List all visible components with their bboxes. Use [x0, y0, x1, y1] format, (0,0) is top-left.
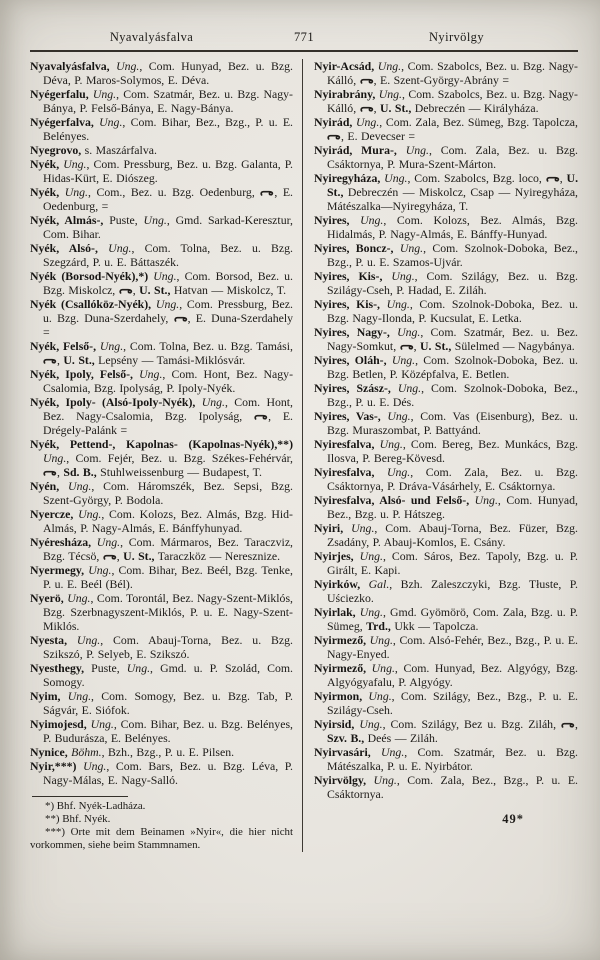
entry-text: , Gmd. u. P. Szolád, Com. Somogy. — [43, 661, 293, 689]
footnote-list — [30, 800, 293, 852]
entry-headword: U. St., — [123, 549, 155, 563]
entry-text: , E. Drégely-Palánk = — [43, 409, 293, 437]
country-abbrev: Ung. — [369, 633, 393, 647]
entry-text: , E. Devecser = — [341, 129, 415, 143]
entry-headword: Nyiregyháza, — [314, 171, 385, 185]
country-abbrev: Ung. — [116, 59, 140, 73]
posthorn-icon — [119, 283, 133, 297]
entry-text: , — [559, 171, 567, 185]
gazetteer-entry — [30, 213, 293, 241]
entry-text: , Com. Mármaros, Bez. Taraczviz, Bzg. Técsö, — [43, 535, 294, 563]
entry-text: Puste, — [109, 213, 144, 227]
entry-headword: U. St., — [420, 339, 452, 353]
entry-headword: Nyék (Csallóköz-Nyék), — [30, 297, 156, 311]
entry-headword: Nyék, Alsó-, — [30, 241, 109, 255]
country-abbrev: Ung. — [368, 689, 392, 703]
country-abbrev: Böhm. — [71, 745, 102, 759]
gazetteer-entry — [314, 297, 578, 325]
posthorn-icon — [43, 465, 57, 479]
gazetteer-entry — [314, 577, 578, 605]
posthorn-icon — [174, 311, 188, 325]
gazetteer-entry — [314, 353, 578, 381]
gazetteer-entry — [314, 213, 578, 241]
posthorn-icon — [103, 549, 117, 563]
entry-text: , Com. Pressburg, Bez. u. Bzg. Duna-Szerdahely, — [43, 297, 293, 325]
entry-headword: Nyék, Ipoly- (Alsó-Ipoly-Nyék), — [30, 395, 202, 409]
entry-text: , Gmd. Gyömörö, Com. Zala, Bzg. u. P. Sümeg, — [327, 605, 578, 633]
entry-text: Stuhlweissenburg — Budapest, T. — [96, 465, 262, 479]
entry-text: , Com., Bez. u. Bzg. Oedenburg, — [87, 185, 261, 199]
entry-headword: Sd. B., — [63, 465, 97, 479]
entry-headword: Nyék, — [30, 185, 65, 199]
entry-headword: Nyék, Pettend-, Kapolnas- (Kapolnas-Nyék),**) — [30, 437, 293, 451]
page-header — [30, 24, 578, 48]
entry-headword: Nyir,***) — [30, 759, 84, 773]
country-abbrev: Ung. — [126, 661, 151, 675]
gazetteer-entry — [30, 479, 293, 507]
entry-text: , Bzh., Bzg., P. u. E. Pilsen. — [101, 745, 235, 759]
entry-text: , Bzh. Zaleszczyki, Bzg. Tłuste, P. Uściezko. — [327, 577, 578, 605]
entry-text: , — [575, 717, 578, 731]
gazetteer-entry — [30, 717, 293, 745]
gazetteer-entry — [314, 549, 578, 577]
entry-text: , Com. Szabolcs, Bzg. loco, — [407, 171, 546, 185]
entry-headword: U. St., — [327, 171, 579, 199]
entry-headword: Nyirsid, — [314, 717, 360, 731]
entry-text: , Com. Hunyad, Bez., Bzg. u. P. Hátszeg. — [327, 493, 578, 521]
country-abbrev: Ung. — [68, 479, 92, 493]
entry-headword: Nyirjes, — [314, 549, 360, 563]
country-abbrev: Ung. — [139, 367, 163, 381]
gazetteer-entry — [30, 367, 293, 395]
entry-headword: Nyerö, — [30, 591, 68, 605]
entry-text: , Com. Bereg, Bez. Munkács, Bzg. Ilosva, P. Bereg-Kövesd. — [327, 437, 578, 465]
left-column — [30, 59, 302, 852]
entry-text: , Com. Szilágy, Bez., Bzg., P. u. E. Szilágy-Cseh. — [327, 689, 578, 717]
entry-headword: Nyék (Borsod-Nyék),*) — [30, 269, 154, 283]
posthorn-icon — [260, 185, 274, 199]
entry-headword: Nyesta, — [30, 633, 77, 647]
gazetteer-entry — [30, 241, 293, 269]
entry-text: , Com. Abauj-Torna, Bez. u. Bzg. Szikszó, P. Selyeb, E. Szikszó. — [43, 633, 293, 661]
country-abbrev: Ung. — [99, 339, 124, 353]
footnote — [30, 800, 293, 813]
entry-headword: Nyirád, — [314, 115, 356, 129]
entry-headword: Nyiresfalva, — [314, 437, 380, 451]
gazetteer-entry — [314, 661, 578, 689]
entry-text: Debreczén — Királyháza. — [411, 101, 539, 115]
country-abbrev: Ung. — [67, 591, 91, 605]
gazetteer-entry — [30, 507, 293, 535]
country-abbrev: Ung. — [67, 689, 92, 703]
entry-text: , Com. Kolozs, Bez. Almás, Bzg. Hid-Almás, P. Nagy-Almás, E. Bánffyhunyad. — [43, 507, 293, 535]
country-abbrev: Ung. — [155, 297, 180, 311]
country-abbrev: Ung. — [63, 157, 87, 171]
entry-headword: Nyégerfalva, — [30, 115, 100, 129]
entry-headword: Nyires, Kis-, — [314, 269, 392, 283]
country-abbrev: Ung. — [351, 521, 375, 535]
posthorn-icon — [360, 73, 374, 87]
entry-headword: Nyermegy, — [30, 563, 89, 577]
entry-text: Sülelmed — Nagybánya. — [451, 339, 575, 353]
country-abbrev: Ung. — [356, 115, 380, 129]
entry-text: , Com. Kolozs, Bez. Almás, Bzg. Hidalmás, P. Nagy-Almás, E. Bánffy-Hunyad. — [327, 213, 578, 241]
text-columns — [30, 59, 578, 852]
entry-headword: Nyirád, Mura-, — [314, 143, 406, 157]
entry-headword: Nyires, — [314, 213, 361, 227]
entry-text: , E. Szent-György-Abrány = — [373, 73, 509, 87]
entry-headword: Nyavalyásfalva, — [30, 59, 117, 73]
gazetteer-entry — [30, 563, 293, 591]
posthorn-icon — [546, 171, 560, 185]
country-abbrev: Ung. — [386, 297, 410, 311]
entry-text: , Com. Szolnok-Doboka, Bez., Bzg., P. u. E. Dés. — [327, 381, 578, 409]
gazetteer-entry — [30, 745, 293, 759]
entry-text: , Com. Bihar, Bez., Bzg., P. u. E. Belényes. — [43, 115, 293, 143]
header-rule — [30, 50, 578, 52]
country-abbrev: Ung. — [379, 437, 403, 451]
entry-text: , Com. Hont, Bez. Nagy-Csalomia, Bzg. Ipolyság, P. Ipoly-Nyék. — [43, 367, 294, 395]
entry-headword: Nyék, Ipoly, Felső-, — [30, 367, 140, 381]
country-abbrev: Ung. — [76, 633, 101, 647]
entry-text: , Gmd. Sarkad-Keresztur, Com. Bihar. — [43, 213, 293, 241]
entry-text: , Com. Hunyad, Bez. Algyógy, Bzg. Algyógyafalu, P. Algyógy. — [327, 661, 578, 689]
gazetteer-entry — [314, 773, 578, 801]
entry-headword: Nyék, Almás-, — [30, 213, 110, 227]
country-abbrev: Ung. — [405, 143, 429, 157]
gazetteer-entry — [30, 115, 293, 143]
posthorn-icon — [400, 339, 414, 353]
country-abbrev: Ung. — [99, 115, 123, 129]
country-abbrev: Ung. — [360, 213, 384, 227]
gazetteer-entry — [314, 717, 578, 745]
posthorn-icon — [43, 353, 57, 367]
gazetteer-entry — [314, 745, 578, 773]
country-abbrev: Ung. — [386, 465, 411, 479]
entry-text: , — [413, 339, 420, 353]
entry-headword: Nyires, Oláh-, — [314, 353, 392, 367]
gazetteer-entry — [30, 591, 293, 633]
entry-headword: Nyires, Boncz-, — [314, 241, 400, 255]
entry-headword: Nyirmező, — [314, 661, 372, 675]
entry-text: , Com. Abauj-Torna, Bez. Füzer, Bzg. Zsadány, P. Abauj-Komlos, E. Csány. — [327, 521, 578, 549]
country-abbrev: Ung. — [108, 241, 132, 255]
country-abbrev: Ung. — [143, 213, 167, 227]
country-abbrev: Ung. — [359, 605, 383, 619]
entry-text: , — [57, 465, 64, 479]
country-abbrev: Ung. — [90, 717, 114, 731]
gazetteer-entry — [30, 661, 293, 689]
page-number: 771 — [294, 30, 314, 44]
entry-text: , Com. Háromszék, Bez. Sepsi, Bzg. Szent-György, P. Bodola. — [43, 479, 293, 507]
gazetteer-entry — [30, 157, 293, 185]
entry-headword: Nyercze, — [30, 507, 79, 521]
entry-headword: Nyirvölgy, — [314, 773, 374, 787]
entry-text: , Com. Tolna, Bez. u. Bzg. Tamási, — [123, 339, 293, 353]
entry-headword: Nyégerfalu, — [30, 87, 93, 101]
country-abbrev: Ung. — [391, 353, 416, 367]
entry-headword: Nyires, Nagy-, — [314, 325, 398, 339]
entry-text: , Com. Somogy, Bez. u. Bzg. Tab, P. Ságvár, E. Siófok. — [43, 689, 294, 717]
entry-headword: Nyegrovo, — [30, 143, 85, 157]
footnote — [30, 826, 293, 852]
right-column — [302, 59, 578, 852]
entry-headword: Nyirmező, — [314, 633, 370, 647]
entry-text: , Com. Fejér, Bez. u. Bzg. Székes-Fehérvár, — [66, 451, 293, 465]
gazetteer-entry — [314, 633, 578, 661]
entry-headword: Nyirabrány, — [314, 87, 379, 101]
entry-text: , Com. Torontál, Bez. Nagy-Szent-Miklós, Bzg. Szerbnagyszent-Miklós, P. u. E. Nagy-Szent-Miklós. — [43, 591, 293, 633]
entry-headword: Nyires, Kis-, — [314, 297, 387, 311]
gazetteer-entry — [30, 535, 293, 563]
gazetteer-entry — [314, 87, 578, 115]
entry-text: , — [116, 549, 124, 563]
gazetteer-entry — [314, 521, 578, 549]
gazetteer-entry — [314, 325, 578, 353]
entry-headword: Nyires, Szász-, — [314, 381, 398, 395]
right-column-entries — [314, 59, 578, 801]
country-abbrev: Ung. — [43, 451, 67, 465]
entry-text: Hatvan — Miskolcz, T. — [170, 283, 287, 297]
entry-text: , Com. Szilágy, Bez. u. Bzg. Szilágy-Cseh, P. Hadad, E. Ziláh. — [327, 269, 578, 297]
entry-headword: Nyiresfalva, Alsó- und Felső-, — [314, 493, 475, 507]
gazetteer-entry — [314, 465, 578, 493]
entry-text: , Com. Szolnok-Doboka, Bez. u. Bzg. Nagy-Ilonda, P. Kucsulat, E. Letka. — [327, 297, 578, 325]
gazetteer-entry — [314, 381, 578, 409]
country-abbrev: Ung. — [83, 759, 107, 773]
posthorn-icon — [254, 409, 268, 423]
entry-headword: U. St., — [139, 283, 171, 297]
entry-headword: Trd., — [366, 619, 391, 633]
gazetteer-entry — [30, 87, 293, 115]
country-abbrev: Ung. — [96, 535, 121, 549]
entry-headword: Nynice, — [30, 745, 72, 759]
entry-text: , Com. Alsó-Fehér, Bez., Bzg., P. u. E. Nagy-Enyed. — [327, 633, 579, 661]
entry-text: , E. Duna-Szerdahely = — [43, 311, 294, 339]
entry-text: , E. Oedenburg, = — [43, 185, 293, 213]
country-abbrev: Ung. — [377, 59, 402, 73]
entry-text: , Com. Szabolcs, Bez. u. Bzg. Nagy-Kálló, — [327, 87, 578, 115]
gazetteer-entry — [314, 143, 578, 171]
country-abbrev: Ung. — [78, 507, 102, 521]
gazetteer-entry — [314, 241, 578, 269]
entry-headword: Nyires, Vas-, — [314, 409, 388, 423]
entry-headword: Nyék, Felső-, — [30, 339, 100, 353]
entry-headword: Nyirków, — [314, 577, 369, 591]
footnote-block — [30, 796, 293, 852]
country-abbrev: Ung. — [474, 493, 498, 507]
entry-text: , Com. Hont, Bez. Nagy-Csalomia, Bzg. Ipolyság, — [43, 395, 293, 423]
entry-text: , Com. Szabolcs, Bez. u. Bzg. Nagy-Kálló, — [327, 59, 578, 87]
gazetteer-entry — [314, 269, 578, 297]
country-abbrev: Ung. — [371, 661, 395, 675]
country-abbrev: Ung. — [381, 745, 405, 759]
country-abbrev: Ung. — [384, 171, 408, 185]
entry-text: , Com. Zala, Bez. u. Bzg. Csáktornya, P. Mura-Szent-Márton. — [327, 143, 578, 171]
signature-mark: 49* — [502, 812, 524, 826]
gazetteer-entry — [314, 409, 578, 437]
gazetteer-entry — [30, 437, 293, 479]
gazetteer-entry — [30, 633, 293, 661]
entry-headword: Nyiri, — [314, 521, 352, 535]
entry-headword: Nyiresfalva, — [314, 465, 387, 479]
entry-headword: Nyir-Acsád, — [314, 59, 378, 73]
footnote — [30, 813, 293, 826]
gazetteer-entry — [30, 59, 293, 87]
country-abbrev: Ung. — [88, 563, 112, 577]
country-abbrev: Ung. — [391, 269, 415, 283]
entry-text: , — [57, 353, 64, 367]
gazetteer-entry — [314, 605, 578, 633]
posthorn-icon — [360, 101, 374, 115]
entry-text: , Com. Borsod, Bez. u. Bzg. Miskolcz, — [43, 269, 293, 297]
entry-text: , Com. Hunyad, Bez. u. Bzg. Déva, P. Maros-Solymos, E. Déva. — [43, 59, 293, 87]
entry-headword: Nyirmon, — [314, 689, 369, 703]
gazetteer-entry — [314, 689, 578, 717]
country-abbrev: Ung. — [397, 381, 422, 395]
posthorn-icon — [327, 129, 341, 143]
entry-text: , Com. Bihar, Bez. u. Bzg. Belényes, P. Budurásza, E. Belényes. — [43, 717, 293, 745]
entry-text: Puste, — [91, 661, 127, 675]
left-column-entries — [30, 59, 293, 787]
gazetteer-entry — [30, 759, 293, 787]
entry-headword: Nyirvasári, — [314, 745, 382, 759]
country-abbrev: Ung. — [378, 87, 402, 101]
entry-headword: U. St., — [380, 101, 412, 115]
entry-text: , Com. Zala, Bez. u. Bzg. Csáktornya, P. Dráva-Vásárhely, E. Csáktornya. — [327, 465, 578, 493]
entry-text: , Com. Vas (Eisenburg), Bez. u. Bzg. Muraszombat, P. Battyánd. — [327, 409, 579, 437]
entry-text: , Com. Zala, Bez., Bzg., P. u. E. Csáktornya. — [327, 773, 578, 801]
gazetteer-entry — [314, 171, 578, 213]
entry-text: s. Maszárfalva. — [84, 143, 157, 157]
entry-text: *) Bhf. Nyék-Ladháza. — [45, 800, 146, 812]
entry-text: Debreczén — Miskolcz, Csap — Nyiregyháza, Mátészalka—Nyiregyháza, T. — [327, 185, 578, 213]
entry-text: , Com. Szatmár, Bez. u. Bzg. Mátészalka, P. u. E. Nyirbátor. — [327, 745, 578, 773]
entry-headword: Szv. B., — [327, 731, 365, 745]
entry-headword: Nyim, — [30, 689, 68, 703]
running-head-right: Nyirvölgy — [429, 30, 484, 44]
footnote-rule — [32, 796, 128, 797]
country-abbrev: Ung. — [201, 395, 225, 409]
entry-text: Taraczköz — Neresznize. — [154, 549, 281, 563]
gazetteer-entry — [30, 185, 293, 213]
country-abbrev: Ung. — [359, 717, 383, 731]
entry-text: Ukk — Tapolcza. — [390, 619, 479, 633]
gazetteer-entry — [314, 115, 578, 143]
gazetteer-entry — [30, 269, 293, 297]
entry-text: **) Bhf. Nyék. — [45, 813, 111, 825]
entry-text: , Com. Zala, Bez. Sümeg, Bzg. Tapolcza, — [379, 115, 578, 129]
entry-headword: Nyén, — [30, 479, 69, 493]
entry-headword: Nyimojesd, — [30, 717, 91, 731]
entry-text: , — [132, 283, 140, 297]
entry-text: , Com. Szatmár, Bez. u. Bez. Nagy-Somkut, — [327, 325, 578, 353]
gazetteer-entry — [30, 689, 293, 717]
entry-text: , Com. Sáros, Bez. Tapoly, Bzg. u. P. Girált, E. Kapi. — [327, 549, 578, 577]
entry-text: , Com. Szatmár, Bez. u. Bzg. Nagy-Bánya, P. Felső-Bánya, E. Nagy-Bánya. — [43, 87, 293, 115]
entry-text: , Com. Bihar, Bez. Beél, Bzg. Tenke, P. u. E. Beél (Bél). — [43, 563, 293, 591]
posthorn-icon — [561, 717, 575, 731]
entry-headword: Nyéresháza, — [30, 535, 97, 549]
country-abbrev: Ung. — [359, 549, 383, 563]
entry-headword: Nyesthegy, — [30, 661, 92, 675]
gazetteer-entry — [314, 437, 578, 465]
gazetteer-entry — [30, 339, 293, 367]
country-abbrev: Ung. — [64, 185, 88, 199]
country-abbrev: Ung. — [92, 87, 117, 101]
entry-text: ***) Orte mit dem Beinamen »Nyir«, die hier nicht vorkommen, siehe beim Stammnamen. — [30, 826, 293, 851]
entry-text: , — [373, 101, 381, 115]
entry-text: , Com. Pressburg, Bez. u. Bzg. Galanta, P. Hidas-Kürt, E. Diószeg. — [43, 157, 293, 185]
entry-text: , Com. Szolnok-Doboka, Bez., Bzg., P. u. E. Szamos-Ujvár. — [327, 241, 578, 269]
country-abbrev: Ung. — [373, 773, 397, 787]
gazetteer-entry — [314, 493, 578, 521]
running-head-left: Nyavalyásfalva — [109, 30, 194, 44]
entry-headword: U. St., — [63, 353, 95, 367]
gazetteer-entry — [30, 297, 293, 339]
entry-headword: Nyék, — [30, 157, 64, 171]
gazetteer-entry — [30, 143, 293, 157]
gazetteer-entry — [314, 59, 578, 87]
country-abbrev: Ung. — [397, 325, 421, 339]
entry-text: , Com. Bars, Bez. u. Bzg. Léva, P. Nagy-Málas, E. Nagy-Salló. — [43, 759, 293, 787]
entry-text: Lepsény — Tamási-Miklósvár. — [94, 353, 246, 367]
gazetteer-entry — [30, 395, 293, 437]
country-abbrev: Ung. — [153, 269, 177, 283]
entry-text: , Com. Szilágy, Bez u. Bzg. Ziláh, — [382, 717, 562, 731]
entry-text: Deés — Ziláh. — [364, 731, 438, 745]
country-abbrev: Ung. — [399, 241, 424, 255]
entry-text: , Com. Tolna, Bez. u. Bzg. Szegzárd, P. u. E. Báttaszék. — [43, 241, 294, 269]
entry-headword: Nyirlak, — [314, 605, 360, 619]
country-abbrev: Gal. — [368, 577, 390, 591]
country-abbrev: Ung. — [387, 409, 411, 423]
entry-text: , Com. Szolnok-Doboka, Bez. u. Bzg. Betlen, P. Középfalva, E. Betlen. — [327, 353, 578, 381]
